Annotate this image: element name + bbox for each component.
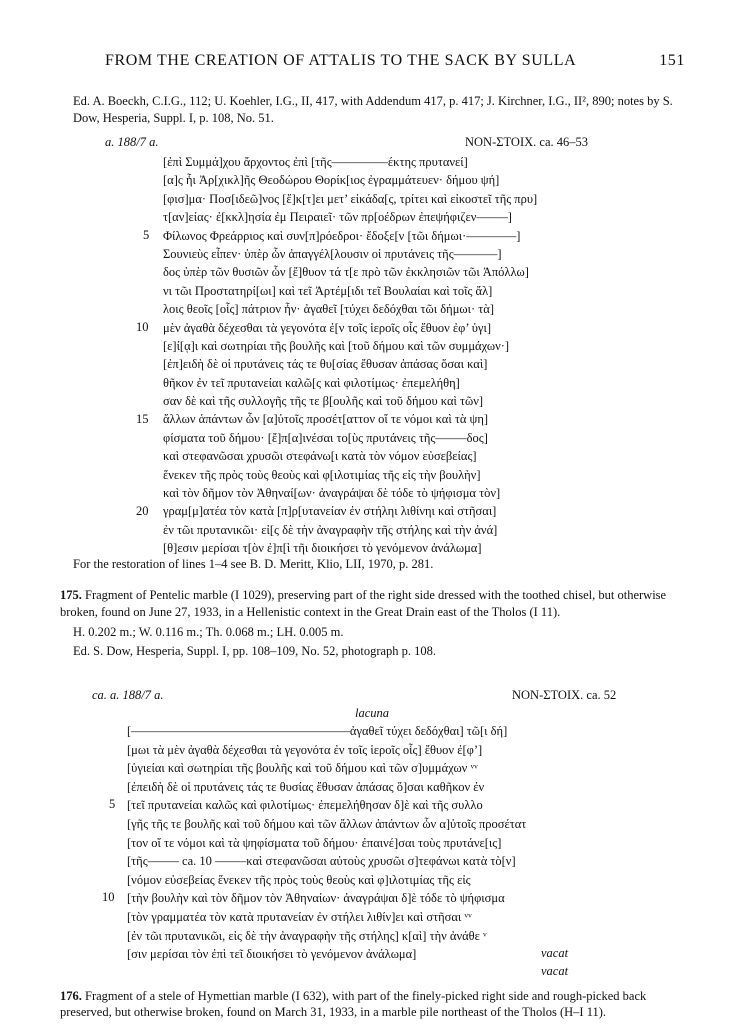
line-number: 5: [109, 797, 116, 811]
inscription-line: σαν δὲ καὶ τῆς συλλογῆς τῆς τε β[ουλῆς καὶ τοῦ δήμου καὶ τῶν]: [163, 394, 484, 409]
item-175-text: Fragment of Pentelic marble (I 1029), preserving part of the right side dressed with the toothed chisel, but otherwise broken, found on June 27, 1933, in a Hellenistic context in the Great Drain east of the Tholos (I 11).: [60, 588, 667, 619]
item-176-number: 176.: [60, 989, 82, 1003]
inscription-line: [φισ]μα· Ποσ[ιδεῶ]νος [ἕ]κ[τ]ει μετ’ εἰκάδα[ς, τρίτει καὶ εἰκοστεῖ τῆς πρυ]: [163, 191, 538, 206]
inscription-line: θῆκον ἐν τεῖ πρυτανείαι καλῶ[ς καὶ φιλοτίμως· ἐπεμελήθη]: [163, 375, 460, 390]
inscription-line: ἐν τῶι πρυτανικῶι· εἰ[ς δὲ τὴν ἀναγραφὴν τῆς στήλης καὶ τὴν ἀνά]: [163, 522, 498, 537]
inscription-line: δος ὑπὲρ τῶν θυσιῶν ὧν [ἔ]θυον τά τ[ε πρὸ τῶν ἐκκλησιῶν τῶι Ἀπόλλω]: [163, 265, 529, 280]
inscription-line: Φίλωνος Φρεάρριος καὶ συν[π]ρόεδροι· ἔδοξε[ν [τῶι δήμωι·––––––––]: [163, 228, 521, 243]
inscription-text-b: [127, 722, 526, 964]
inscription-line: [τὸν γραμματέα τὸν κατὰ πρυτανείαν ἐν στήλει λιθίν]ει καὶ στῆσαι ᵛᵛ: [127, 909, 472, 924]
inscription-line: [θ]εσιν μερίσαι τ[ὸν ἐ]π[ὶ τῆι διοικήσει τὸ γενόμενον ἀνάλωμα]: [163, 541, 482, 556]
inscription-line: γραμ[μ]ατέα τὸν κατὰ [π]ρ[υτανείαν ἐν στήληι λιθίνηι καὶ στῆσαι]: [163, 504, 497, 519]
inscription-line: [σιν μερίσαι τὸν ἐπὶ τεῖ διοικήσει τὸ γενόμενον ἀνάλωμα]: [127, 947, 417, 962]
item-176-description: [60, 988, 690, 1020]
inscription-line: [ἐπ]ειδὴ δὲ οἱ πρυτάνεις τάς τε θυ[σίας ἔθυσαν ἁπάσας ὅσαι καὶ]: [163, 357, 488, 372]
inscription-line: νι τῶι Προστατηρί[ωι] καὶ τεῖ Ἀρτέμ[ιδι τεῖ Βουλαίαι καὶ τοῖς ἄλ]: [163, 283, 493, 298]
item-175-edition: Ed. S. Dow, Hesperia, Suppl. I, pp. 108–109, No. 52, photograph p. 108.: [73, 644, 437, 658]
inscription-line: ἕνεκεν τῆς πρὸς τοὺς θεοὺς καὶ φ[ιλοτιμίας τῆς εἰς τὴν βουλὴν]: [163, 467, 481, 482]
inscription-line: λοις θεοῖς [οἷς] πάτριον ἦν· ἀγαθεῖ [τύχει δεδόχθαι τῶι δήμωι· τὰ]: [163, 302, 495, 317]
inscription-line: [ἐπὶ Συμμά]χου ἄρχοντος ἐπὶ [τῆς–––––––––έκτης πρυτανεί]: [163, 155, 468, 169]
inscription-text-a: [163, 153, 537, 558]
inscription-line: [γῆς τῆς τε βουλῆς καὶ τοῦ δήμου καὶ τῶν ἄλλων ἁπάντων ὧν α]ὐτοῖς προσέτατ: [127, 816, 527, 831]
inscription-line: [α]ς ἧι Ἀρ[χικλ]ῆς Θεοδώρου Θορίκ[ιος ἐγραμμάτευεν· δήμου ψή]: [163, 173, 500, 188]
inscription-line: τ[αν]είας· ἐ[κκλ]ησία ἐμ Πειραιεῖ· τῶν πρ[οέδρων ἐπεψήφιζεν–––––]: [163, 210, 512, 225]
inscription-line: [τεῖ πρυτανείαι καλῶς καὶ φιλοτίμως· ἐπεμελήθησαν δ]ὲ καὶ τῆς συλλο: [127, 798, 483, 813]
inscription-line: [τὴν βουλὴν καὶ τὸν δῆμον τὸν Ἀθηναίων· ἀναγράψαι δ]ὲ τόδε τὸ ψήφισμα: [127, 891, 505, 906]
inscription-line: [ὑγιείαι καὶ σωτηρίαι τῆς βουλῆς καὶ τοῦ δήμου καὶ τῶν σ]υμμάχων ᵛᵛ: [127, 761, 478, 776]
line-number: 10: [102, 890, 115, 904]
inscription-line: [τον οἵ τε νόμοι καὶ τὰ ψηφίσματα τοῦ δήμου· ἐπαινέ]σαι τοὺς πρυτάνε[ις]: [127, 835, 502, 850]
item-175-number: 175.: [60, 588, 82, 602]
inscription-line: [μωι τὰ μὲν ἀγαθὰ δέχεσθαι τὰ γεγονότα ἐν τοῖς ἱεροῖς οἷς] ἔθυον ἐ[φ’]: [127, 742, 483, 757]
inscription-line: [ἐν τῶι πρυτανικῶι, εἰς δὲ τὴν ἀναγραφὴν τῆς στήλης] κ[αὶ] τὴν ἀνάθε ᵛ: [127, 928, 487, 943]
inscription-line: ἄλλων ἁπάντων ὧν [α]ὐτοῖς προσέτ[αττον οἵ τε νόμοι καὶ τὰ ψη]: [163, 412, 489, 427]
inscription-line: [–––––––––––––––––––––––––––––––––––ἀγαθεῖ τύχει δεδόχθαι] τῶ[ι δή]: [127, 724, 508, 738]
inscription-line: καὶ στεφανῶσαι χρυσῶι στεφάνω[ι κατὰ τὸν νόμον εὐσεβείας]: [163, 449, 477, 464]
line-number: 5: [143, 228, 150, 242]
inscription-line: [νόμον εὐσεβείας ἕνεκεν τῆς πρὸς τοὺς θεοὺς καὶ φ]ιλοτιμίας τῆς εἰς: [127, 872, 471, 887]
text-a-date: a. 188/7 a.: [105, 135, 159, 149]
item-176-text: Fragment of a stele of Hymettian marble (I 632), with part of the finely-picked right side and rough-picked back preserved, but otherwise broken, found on March 31, 1933, in a marble pile northeast of the Tholos (H–I 11).: [60, 989, 647, 1019]
text-b-style: ΝΟΝ-ΣΤΟΙΧ. ca. 52: [512, 688, 617, 702]
item-175-dimensions: H. 0.202 m.; W. 0.116 m.; Th. 0.068 m.; LH. 0.005 m.: [73, 625, 344, 639]
inscription-line: [τῆς––––– ca. 10 –––––καὶ στεφανῶσαι αὐτοὺς χρυσῶι σ]τεφάνωι κατὰ τὸ[ν]: [127, 854, 516, 869]
running-title: FROM THE CREATION OF ATTALIS TO THE SACK BY SULLA: [105, 52, 577, 69]
line-number: 15: [136, 412, 149, 426]
vacat-label: vacat: [541, 964, 569, 978]
item-175-description: [60, 587, 690, 621]
inscription-line: [ἐπειδὴ δὲ οἱ πρυτάνεις τάς τε θυσίας ἔθυσαν ἁπάσας ὅ]σαι καθῆκον ἐν: [127, 779, 485, 794]
inscription-line: μὲν ἀγαθὰ δέχεσθαι τὰ γεγονότα ἐ[ν τοῖς ἱεροῖς οἷς ἔθυον ἐφ’ ὑγι]: [163, 320, 491, 335]
vacat-label: vacat: [541, 946, 569, 960]
line-number: 20: [136, 504, 149, 518]
text-b-date: ca. a. 188/7 a.: [92, 688, 164, 702]
line-number: 10: [136, 320, 149, 334]
inscription-line: Σουνιεὺς εἶπεν· ὑπὲρ ὧν ἀπαγγέλ[λουσιν οἱ πρυτάνεις τῆς–––––––]: [163, 246, 502, 261]
page-number: 151: [659, 52, 685, 69]
inscription-line: φίσματα τοῦ δήμου· [ἔ]π[α]ινέσαι το[ὺς πρυτάνεις τῆς–––––δος]: [163, 430, 488, 445]
edition-note-174: Ed. A. Boeckh, C.I.G., 112; U. Koehler, I.G., II, 417, with Addendum 417, p. 417; J. Kirchner, I.G., II², 890; notes by S. Dow, Hesperia, Suppl. I, p. 108, No. 51.: [73, 94, 673, 125]
inscription-line: [ε]ί[ᾳ]ι καὶ σωτηρίαι τῆς βουλῆς καὶ [τοῦ δήμου καὶ τῶν συμμάχων·]: [163, 338, 510, 353]
text-a-style: ΝΟΝ-ΣΤΟΙΧ. ca. 46–53: [465, 135, 588, 149]
lacuna-label: lacuna: [355, 706, 390, 720]
restoration-note: For the restoration of lines 1–4 see B. D. Meritt, Klio, LII, 1970, p. 281.: [73, 557, 434, 571]
inscription-line: καὶ τὸν δῆμον τὸν Ἀθηναί[ων· ἀναγράψαι δὲ τόδε τὸ ψήφισμα τὸν]: [163, 486, 501, 501]
